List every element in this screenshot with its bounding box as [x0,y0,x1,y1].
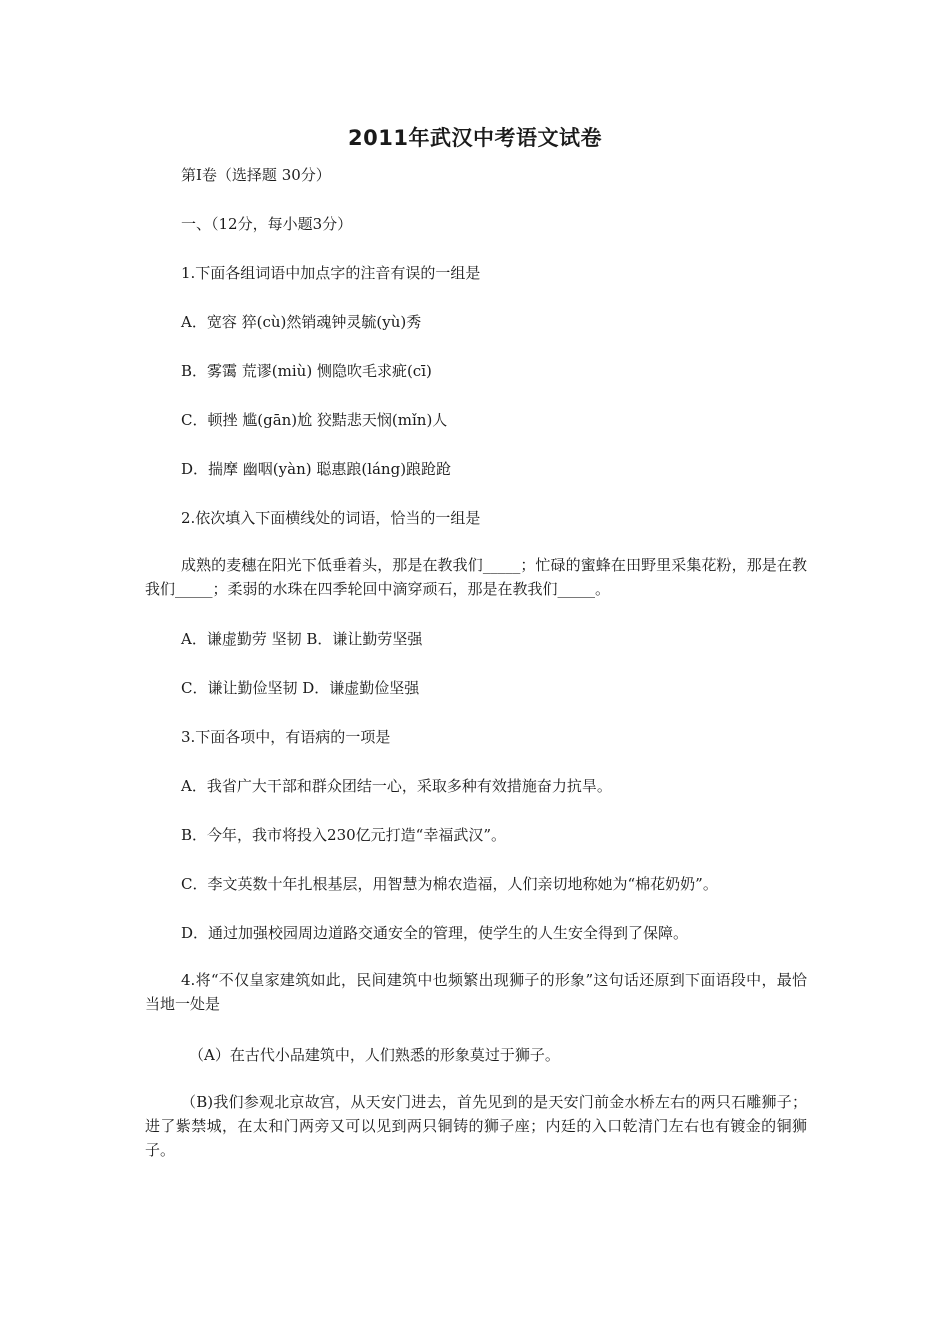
question-3-option-d: D．通过加强校园周边道路交通安全的管理，使学生的人生安全得到了保障。 [181,924,689,942]
question-1-option-b: B．雾霭 荒谬(miù) 恻隐吹毛求疵(cī) [181,362,432,380]
question-2-passage: 成熟的麦穗在阳光下低垂着头，那是在教我们_____；忙碌的蜜蜂在田野里采集花粉，那是在教我们_____；柔弱的水珠在四季轮回中滴穿顽石，那是在教我们_____。 [145,556,807,598]
question-4-passage-b: （B)我们参观北京故宫，从天安门进去，首先见到的是天安门前金水桥左右的两只石雕狮子；进了紫禁城，在太和门两旁又可以见到两只铜铸的狮子座；内廷的入口乾清门左右也有镀金的铜狮子。 [145,1093,807,1159]
document-title: 2011年武汉中考语文试卷 [348,126,602,150]
section-heading: 第Ⅰ卷（选择题 30分） [181,166,331,184]
question-1: 1.下面各组词语中加点字的注音有误的一组是 [181,264,481,282]
question-1-option-d: D．揣摩 幽咽(yàn) 聪惠踉(láng)踉跄跄 [181,460,452,478]
question-3-option-a: A．我省广大干部和群众团结一心，采取多种有效措施奋力抗旱。 [181,777,612,795]
part-heading: 一、（12分，每小题3分） [181,215,353,233]
question-3-option-c: C．李文英数十年扎根基层，用智慧为棉农造福，人们亲切地称她为“棉花奶奶”。 [181,875,718,893]
question-4: 4.将“不仅皇家建筑如此，民间建筑中也频繁出现狮子的形象”这句话还原到下面语段中，最恰当地一处是 [145,971,807,1013]
question-3: 3.下面各项中，有语病的一项是 [181,728,391,746]
question-3-option-b: B．今年，我市将投入230亿元打造“幸福武汉”。 [181,826,506,844]
question-2-options-cd: C．谦让勤俭坚韧 D．谦虚勤俭坚强 [181,679,420,697]
question-1-option-c: C．顿挫 尴(gān)尬 狡黠悲天悯(mǐn)人 [181,411,448,429]
question-2-options-ab: A．谦虚勤劳 坚韧 B．谦让勤劳坚强 [181,630,423,648]
question-4-passage-a: （A）在古代小品建筑中，人们熟悉的形象莫过于狮子。 [189,1046,560,1064]
question-2: 2.依次填入下面横线处的词语，恰当的一组是 [181,509,481,527]
question-1-option-a: A．宽容 猝(cù)然销魂钟灵毓(yù)秀 [181,313,422,331]
